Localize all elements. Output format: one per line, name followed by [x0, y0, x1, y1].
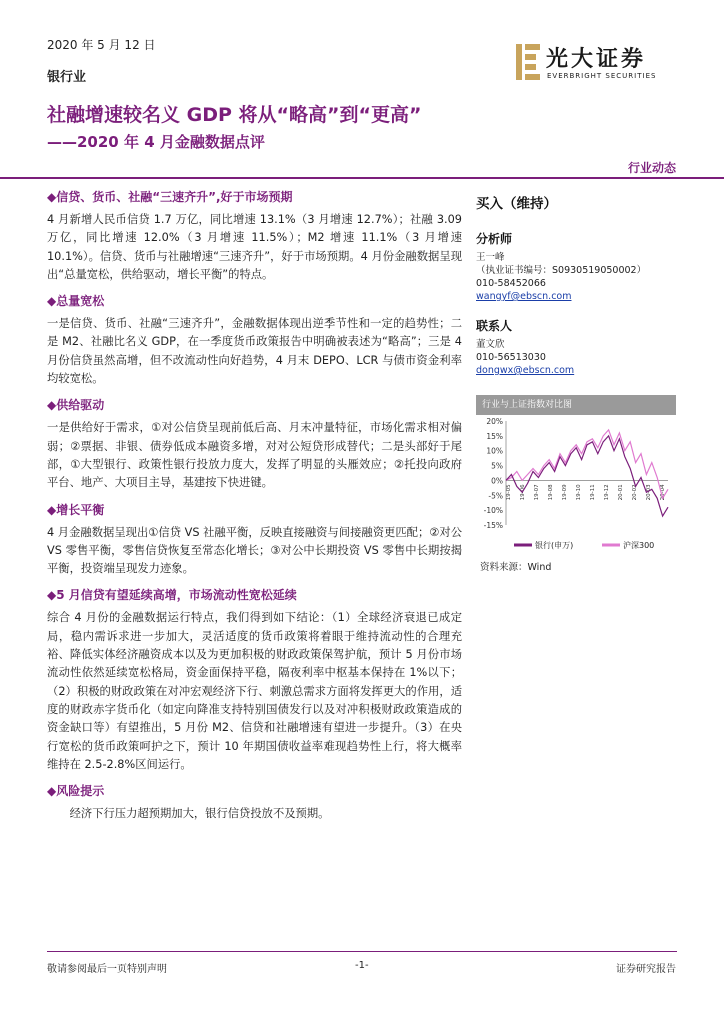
header-divider	[0, 177, 724, 179]
x-tick-label: 19-12	[604, 484, 610, 501]
footer-disclaimer: 敬请参阅最后一页特别声明	[47, 964, 167, 975]
section-paragraph: 一是供给好于需求，①对公信贷呈现前低后高、月末冲量特征，市场化需求相对偏弱；②票据、非银、债券低成本融资多增，对对公短贷形成替代；二是头部好于尾部，①大型银行、政策性银行投放力度大，发挥了明显的头雁效应；②托投向政府平台、地产、大项目主导，基建按下快进键。	[47, 421, 462, 490]
comparison-chart	[476, 415, 676, 555]
contact-heading: 联系人	[476, 319, 513, 333]
section-heading: ◆5 月信贷有望延续高增，市场流动性宽松延续	[47, 588, 297, 603]
section-paragraph: 4 月金融数据呈现出①信贷 VS 社融平衡，反映直接融资与间接融资更匹配；②对公 VS 零售平衡，零售信贷恢复至常态化增长；③对公中长期投资 VS 零售中长期按揭平衡，投资端呈现发力迹象。	[47, 525, 462, 576]
section-heading: ◆信贷、货币、社融“三速齐升”,好于市场预期	[47, 190, 293, 204]
x-tick-label: 20-01	[618, 484, 624, 501]
rating-badge: 买入（维持）	[476, 196, 557, 212]
report-type: 行业动态	[627, 161, 676, 175]
sector-label: 银行业	[47, 70, 87, 85]
x-tick-label: 19-08	[548, 484, 554, 501]
legend-label: 银行(申万)	[535, 541, 574, 550]
section-paragraph: 4 月新增人民币信贷 1.7 万亿，同比增速 13.1%（3 月增速 12.7%）；社融 3.09 万亿，同比增速 12.0%（3 月增速 11.5%）；M2 增速 11.1%（3 月增速 10.1%）。信贷、货币与社融增速“三速齐升”，好于市场预期。4 月份金融数据呈现出“总量宽松，供给驱动，增长平衡”的特点。	[47, 213, 462, 281]
analyst-email-link[interactable]: wangyf@ebscn.com	[476, 291, 572, 302]
analyst-name: 王一峰	[476, 252, 505, 263]
x-tick-label: 19-09	[562, 484, 568, 501]
analyst-phone: 010-58452066	[476, 278, 546, 289]
section-paragraph: 一是信贷、货币、社融“三速齐升”，金融数据体现出逆季节性和一定的趋势性；二是 M2、社融比名义 GDP，在一季度货币政策报告中明确被表述为“略高”；三是 4 月份信贷虽然高增，但不改流动性向好趋势，4 月末 DEPO、LCR 与债市资金利率均较宽松。	[47, 317, 462, 386]
footer-divider	[47, 951, 677, 952]
x-tick-label: 19-10	[576, 484, 582, 501]
legend-label: 沪深300	[623, 541, 655, 550]
logo-mark-icon	[516, 44, 540, 80]
section-heading: ◆增长平衡	[47, 502, 105, 517]
section-credit	[47, 188, 462, 284]
y-tick-label: -15%	[483, 521, 503, 530]
x-tick-label: 19-11	[590, 484, 596, 501]
y-tick-label: 15%	[486, 431, 503, 441]
y-tick-label: -5%	[488, 491, 503, 501]
contact-phone: 010-56513030	[476, 352, 546, 363]
page-subtitle: ——2020 年 4 月金融数据点评	[47, 133, 265, 151]
series-line	[506, 436, 668, 516]
x-tick-label: 19-05	[506, 484, 512, 501]
section-heading: ◆总量宽松	[47, 294, 105, 309]
y-tick-label: 0%	[491, 476, 503, 486]
section-heading: ◆供给驱动	[47, 398, 105, 413]
logo-text-cn: 光大证券	[546, 47, 647, 72]
x-tick-label: 20-02	[632, 484, 638, 501]
x-tick-label: 19-07	[534, 484, 540, 501]
y-tick-label: -10%	[483, 506, 503, 516]
analyst-cert: （执业证书编号：S0930519050002）	[476, 265, 647, 276]
page-title: 社融增速较名义 GDP 将从“略高”到“更高”	[47, 104, 422, 126]
section-risk	[47, 782, 462, 823]
analyst-heading: 分析师	[476, 232, 513, 246]
analyst-info	[476, 251, 676, 277]
x-tick-label: 19-06	[520, 484, 526, 501]
brand-logo	[516, 44, 686, 84]
contact-name: 董文欣	[476, 339, 505, 350]
logo-text-en: EVERBRIGHT SECURITIES	[547, 72, 657, 80]
series-line	[506, 430, 668, 501]
x-tick-label: 20-03	[646, 484, 652, 501]
chart-title: 行业与上证指数对比图	[476, 395, 676, 415]
main-content	[47, 188, 462, 831]
chart-source: 资料来源：Wind	[480, 562, 552, 573]
section-outlook	[47, 586, 462, 774]
report-date: 2020 年 5 月 12 日	[47, 38, 156, 52]
section-balance	[47, 501, 462, 579]
y-tick-label: 10%	[486, 446, 503, 456]
section-paragraph: 综合 4 月份的金融数据运行特点，我们得到如下结论：（1）全球经济衰退已成定局，稳内需诉求进一步加大，灵活适度的货币政策将着眼于维持流动性的合理充裕、降低实体经济融资成本以及为更加积极的财政政策保驾护航，预计 5 月份市场流动性依然延续宽松格局，资金面保持平稳，隔夜利率中枢基本保持在 1%以下；（2）积极的财政政策在对冲宏观经济下行、刺激总需求方面将发挥更大的作用，适度的财政赤字货币化（如定向降准支持特别国债发行以及对冲积极财政政策造成的资金缺口等）有望推出，5 月份 M2、信贷和社融增速有望进一步提升。（3）在央行宽松的货币政策呵护之下，预计 10 年期国债收益率难现趋势性上行，将大概率维持在 2.5-2.8%区间运行。	[47, 611, 462, 771]
section-supply	[47, 396, 462, 492]
contact-email-link[interactable]: dongwx@ebscn.com	[476, 365, 575, 376]
y-tick-label: 20%	[486, 417, 503, 426]
sidebar	[476, 192, 676, 377]
y-tick-label: 5%	[491, 461, 503, 471]
section-easing	[47, 292, 462, 388]
page-number: -1-	[355, 960, 369, 971]
x-tick-label: 20-04	[660, 484, 666, 501]
section-paragraph: 经济下行压力超预期加大，银行信贷投放不及预期。	[69, 807, 330, 821]
section-heading: ◆风险提示	[47, 784, 105, 799]
footer-report-type: 证券研究报告	[616, 964, 676, 975]
